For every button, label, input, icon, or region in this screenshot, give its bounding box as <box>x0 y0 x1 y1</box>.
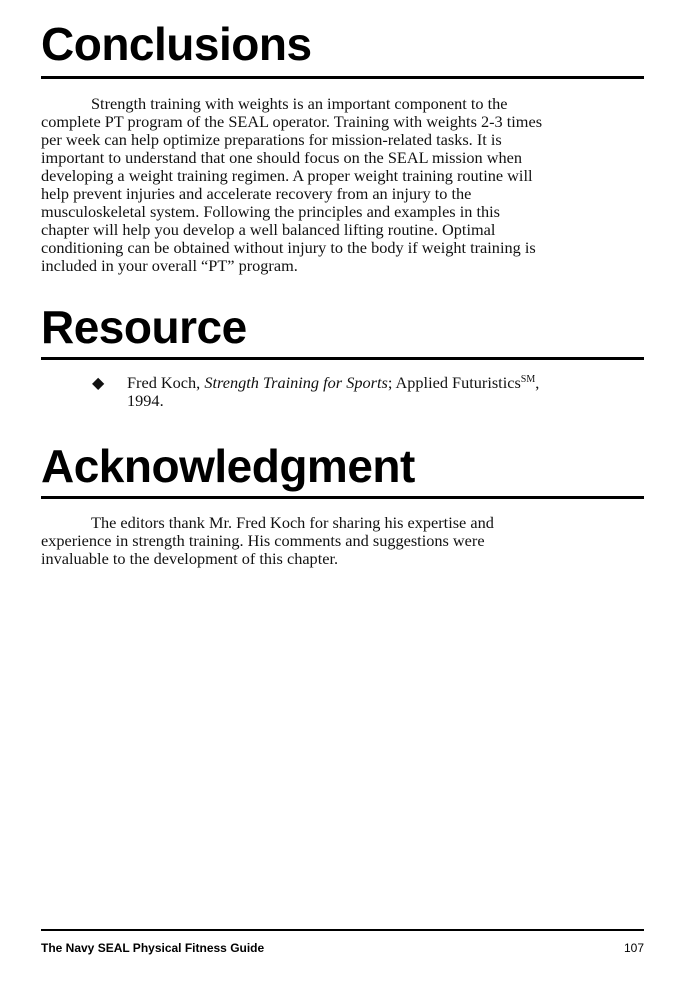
paragraph-line: The editors thank Mr. Fred Koch for sharing his expertise and <box>91 513 494 532</box>
paragraph-line: included in your overall “PT” program. <box>41 256 298 275</box>
citation-year: 1994. <box>127 391 164 410</box>
acknowledgment-paragraph <box>41 514 644 568</box>
resource-heading: Resource <box>41 301 247 353</box>
acknowledgment-rule <box>41 496 644 499</box>
paragraph-line: per week can help optimize preparations for mission-related tasks. It is <box>41 130 502 149</box>
paragraph-line: Strength training with weights is an important component to the <box>91 94 508 113</box>
footer-book-title: The Navy SEAL Physical Fitness Guide <box>41 941 265 955</box>
paragraph-line: musculoskeletal system. Following the principles and examples in this <box>41 202 500 221</box>
service-mark: SM <box>520 374 536 385</box>
paragraph-line: developing a weight training regimen. A proper weight training routine will <box>41 166 533 185</box>
paragraph-line: conditioning can be obtained without injury to the body if weight training is <box>41 238 536 257</box>
citation-punctuation: , <box>535 373 540 392</box>
paragraph-line: important to understand that one should focus on the SEAL mission when <box>41 148 522 167</box>
footer-rule <box>41 929 644 931</box>
conclusions-rule <box>41 76 644 79</box>
paragraph-line: complete PT program of the SEAL operator. Training with weights 2-3 times <box>41 112 543 131</box>
footer-page-number: 107 <box>623 941 644 955</box>
conclusions-heading: Conclusions <box>41 18 312 70</box>
diamond-bullet-icon: ◆ <box>92 373 105 392</box>
paragraph-line: help prevent injuries and accelerate recovery from an injury to the <box>41 184 472 203</box>
resource-rule <box>41 357 644 360</box>
acknowledgment-heading: Acknowledgment <box>41 440 415 492</box>
citation-publisher: ; Applied Futuristics <box>387 373 521 392</box>
citation-author: Fred Koch, <box>127 373 205 392</box>
paragraph-line: invaluable to the development of this chapter. <box>41 549 339 568</box>
paragraph-line: chapter will help you develop a well balanced lifting routine. Optimal <box>41 220 496 239</box>
paragraph-line: experience in strength training. His comments and suggestions were <box>41 531 485 550</box>
conclusions-paragraph <box>41 95 644 275</box>
resource-citation <box>127 374 647 410</box>
citation-line <box>127 374 647 392</box>
citation-title: Strength Training for Sports <box>204 373 388 392</box>
